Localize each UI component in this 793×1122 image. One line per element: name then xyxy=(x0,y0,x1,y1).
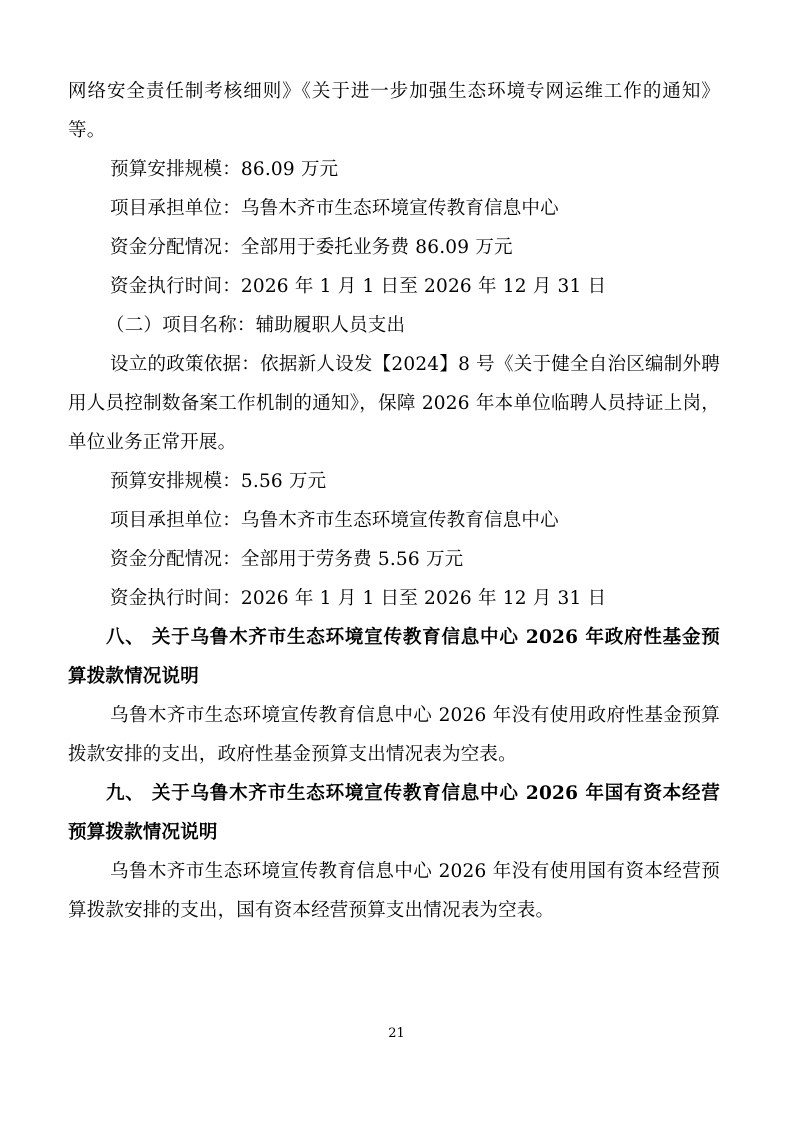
paragraph-section-eight-body: 乌鲁木齐市生态环境宣传教育信息中心 2026 年没有使用政府性基金预算拨款安排的支出，政府性基金预算支出情况表为空表。 xyxy=(68,705,720,765)
paragraph-section-nine-body: 乌鲁木齐市生态环境宣传教育信息中心 2026 年没有使用国有资本经营预算拨款安排的支出，国有资本经营预算支出情况表为空表。 xyxy=(68,861,720,921)
page-number: 21 xyxy=(388,1026,405,1041)
paragraph-policy-basis-2: 设立的政策依据：依据新人设发【2024】8 号《关于健全自治区编制外聘用人员控制数备案工作机制的通知》，保障 2026 年本单位临聘人员持证上岗，单位业务正常开展。 xyxy=(68,354,720,453)
paragraph-budget-scale-1: 预算安排规模：86.09 万元 xyxy=(110,159,339,180)
paragraph-fund-allocation-2: 资金分配情况：全部用于劳务费 5.56 万元 xyxy=(110,549,464,570)
paragraph-responsible-unit-1: 项目承担单位：乌鲁木齐市生态环境宣传教育信息中心 xyxy=(110,198,559,219)
paragraph-project-name-2: （二）项目名称：辅助履职人员支出 xyxy=(106,315,406,336)
paragraph-fund-period-1: 资金执行时间：2026 年 1 月 1 日至 2026 年 12 月 31 日 xyxy=(110,276,607,297)
paragraph-fund-period-2: 资金执行时间：2026 年 1 月 1 日至 2026 年 12 月 31 日 xyxy=(110,588,607,609)
section-heading-nine: 九、 关于乌鲁木齐市生态环境宣传教育信息中心 2026 年国有资本经营预算拨款情况说明 xyxy=(68,783,720,843)
paragraph-budget-scale-2: 预算安排规模：5.56 万元 xyxy=(110,471,327,492)
paragraph-fund-allocation-1: 资金分配情况：全部用于委托业务费 86.09 万元 xyxy=(110,237,513,258)
document-body xyxy=(68,72,720,930)
paragraph-continuation: 网络安全责任制考核细则》《关于进一步加强生态环境专网运维工作的通知》等。 xyxy=(68,81,720,141)
paragraph-responsible-unit-2: 项目承担单位：乌鲁木齐市生态环境宣传教育信息中心 xyxy=(110,510,559,531)
section-heading-eight: 八、 关于乌鲁木齐市生态环境宣传教育信息中心 2026 年政府性基金预算拨款情况说明 xyxy=(68,627,720,687)
